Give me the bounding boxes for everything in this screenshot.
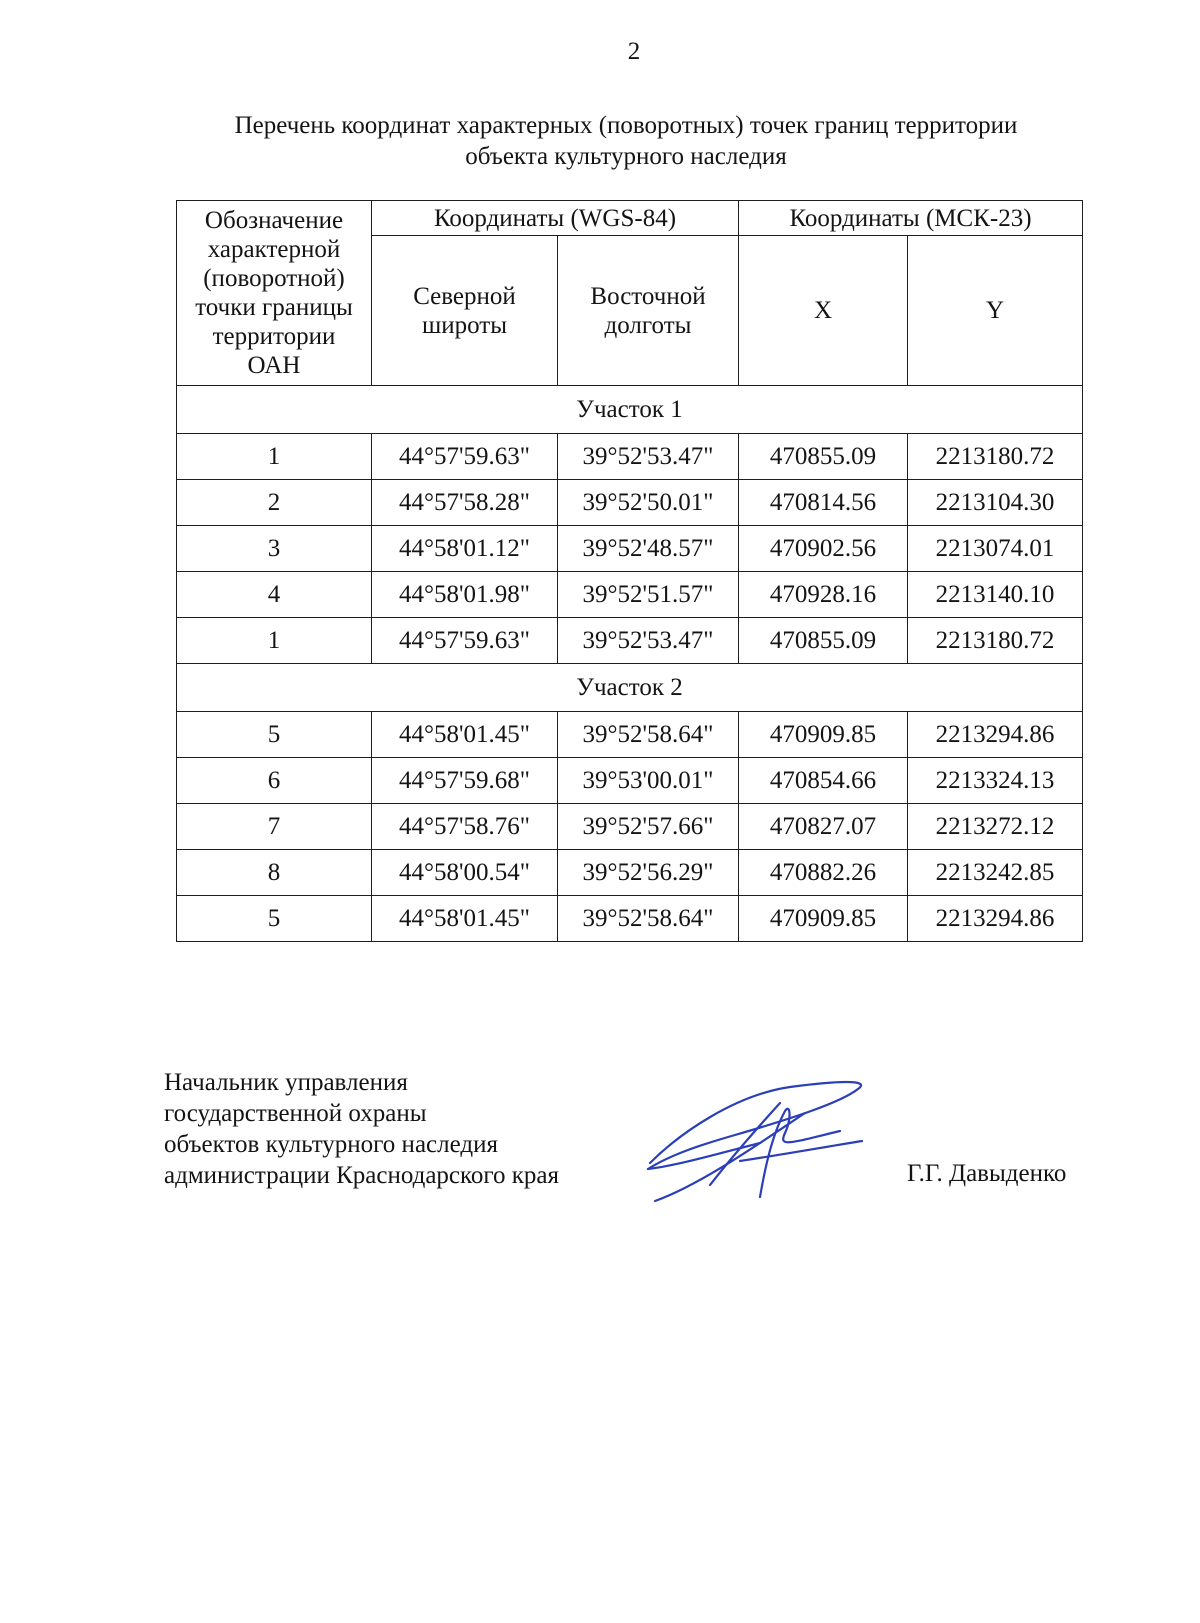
signer-position <box>164 1067 559 1191</box>
table-row <box>177 712 1083 758</box>
cell-y: 2213104.30 <box>908 480 1083 526</box>
document-title-line-1: Перечень координат характерных (поворотных) точек границ территории <box>234 112 1018 139</box>
header-wgs84-group: Координаты (WGS-84) <box>372 201 739 236</box>
cell-north: 44°58'01.45" <box>372 896 558 942</box>
cell-x: 470882.26 <box>739 850 908 896</box>
cell-north: 44°58'01.45" <box>372 712 558 758</box>
table-row <box>177 434 1083 480</box>
cell-point: 4 <box>177 572 372 618</box>
cell-north: 44°58'01.12" <box>372 526 558 572</box>
table-row <box>177 480 1083 526</box>
cell-point: 2 <box>177 480 372 526</box>
document-title <box>170 110 1082 172</box>
cell-point: 5 <box>177 896 372 942</box>
cell-north: 44°57'58.76" <box>372 804 558 850</box>
table-body <box>177 386 1083 942</box>
table-row <box>177 618 1083 664</box>
cell-y: 2213294.86 <box>908 896 1083 942</box>
table-row <box>177 572 1083 618</box>
cell-east: 39°52'58.64" <box>558 896 739 942</box>
section-title: Участок 1 <box>177 386 1083 434</box>
cell-east: 39°52'50.01" <box>558 480 739 526</box>
cell-east: 39°52'53.47" <box>558 434 739 480</box>
section-title: Участок 2 <box>177 664 1083 712</box>
header-x: X <box>739 236 908 386</box>
cell-east: 39°52'51.57" <box>558 572 739 618</box>
header-y: Y <box>908 236 1083 386</box>
cell-east: 39°52'56.29" <box>558 850 739 896</box>
section-row <box>177 386 1083 434</box>
cell-x: 470855.09 <box>739 618 908 664</box>
table-row <box>177 804 1083 850</box>
table-row <box>177 850 1083 896</box>
signer-position-line: государственной охраны <box>164 1100 427 1127</box>
cell-north: 44°57'59.68" <box>372 758 558 804</box>
page-number: 2 <box>627 38 641 65</box>
cell-y: 2213140.10 <box>908 572 1083 618</box>
cell-north: 44°57'58.28" <box>372 480 558 526</box>
signer-position-line: объектов культурного наследия <box>164 1131 498 1158</box>
section-row <box>177 664 1083 712</box>
table-row <box>177 896 1083 942</box>
cell-x: 470814.56 <box>739 480 908 526</box>
document-title-line-2: объекта культурного наследия <box>465 143 787 170</box>
table-row <box>177 526 1083 572</box>
cell-point: 1 <box>177 618 372 664</box>
cell-north: 44°58'01.98" <box>372 572 558 618</box>
cell-x: 470902.56 <box>739 526 908 572</box>
cell-y: 2213324.13 <box>908 758 1083 804</box>
signer-name: Г.Г. Давыденко <box>907 1160 1067 1187</box>
cell-north: 44°57'59.63" <box>372 434 558 480</box>
cell-point: 6 <box>177 758 372 804</box>
cell-point: 7 <box>177 804 372 850</box>
cell-x: 470909.85 <box>739 896 908 942</box>
table-row <box>177 758 1083 804</box>
signer-position-line: Начальник управления <box>164 1069 408 1096</box>
cell-y: 2213074.01 <box>908 526 1083 572</box>
cell-y: 2213242.85 <box>908 850 1083 896</box>
cell-y: 2213272.12 <box>908 804 1083 850</box>
header-east-longitude: Восточной долготы <box>558 236 739 386</box>
signer-position-line: администрации Краснодарского края <box>164 1162 560 1189</box>
cell-point: 8 <box>177 850 372 896</box>
cell-east: 39°52'53.47" <box>558 618 739 664</box>
cell-x: 470827.07 <box>739 804 908 850</box>
cell-east: 39°52'57.66" <box>558 804 739 850</box>
coordinates-table <box>176 200 1083 942</box>
cell-point: 5 <box>177 712 372 758</box>
cell-north: 44°58'00.54" <box>372 850 558 896</box>
header-north-latitude: Северной широты <box>372 236 558 386</box>
header-point-designation: Обозначение характерной (поворотной) точки границы территории ОАН <box>177 201 372 386</box>
handwritten-signature <box>640 1073 890 1207</box>
cell-y: 2213180.72 <box>908 618 1083 664</box>
cell-east: 39°53'00.01" <box>558 758 739 804</box>
cell-x: 470928.16 <box>739 572 908 618</box>
cell-x: 470855.09 <box>739 434 908 480</box>
cell-x: 470854.66 <box>739 758 908 804</box>
header-msk23-group: Координаты (МСК-23) <box>739 201 1083 236</box>
cell-north: 44°57'59.63" <box>372 618 558 664</box>
cell-point: 1 <box>177 434 372 480</box>
cell-point: 3 <box>177 526 372 572</box>
cell-x: 470909.85 <box>739 712 908 758</box>
cell-east: 39°52'58.64" <box>558 712 739 758</box>
cell-y: 2213180.72 <box>908 434 1083 480</box>
cell-east: 39°52'48.57" <box>558 526 739 572</box>
table-header-row <box>177 201 1083 236</box>
cell-y: 2213294.86 <box>908 712 1083 758</box>
